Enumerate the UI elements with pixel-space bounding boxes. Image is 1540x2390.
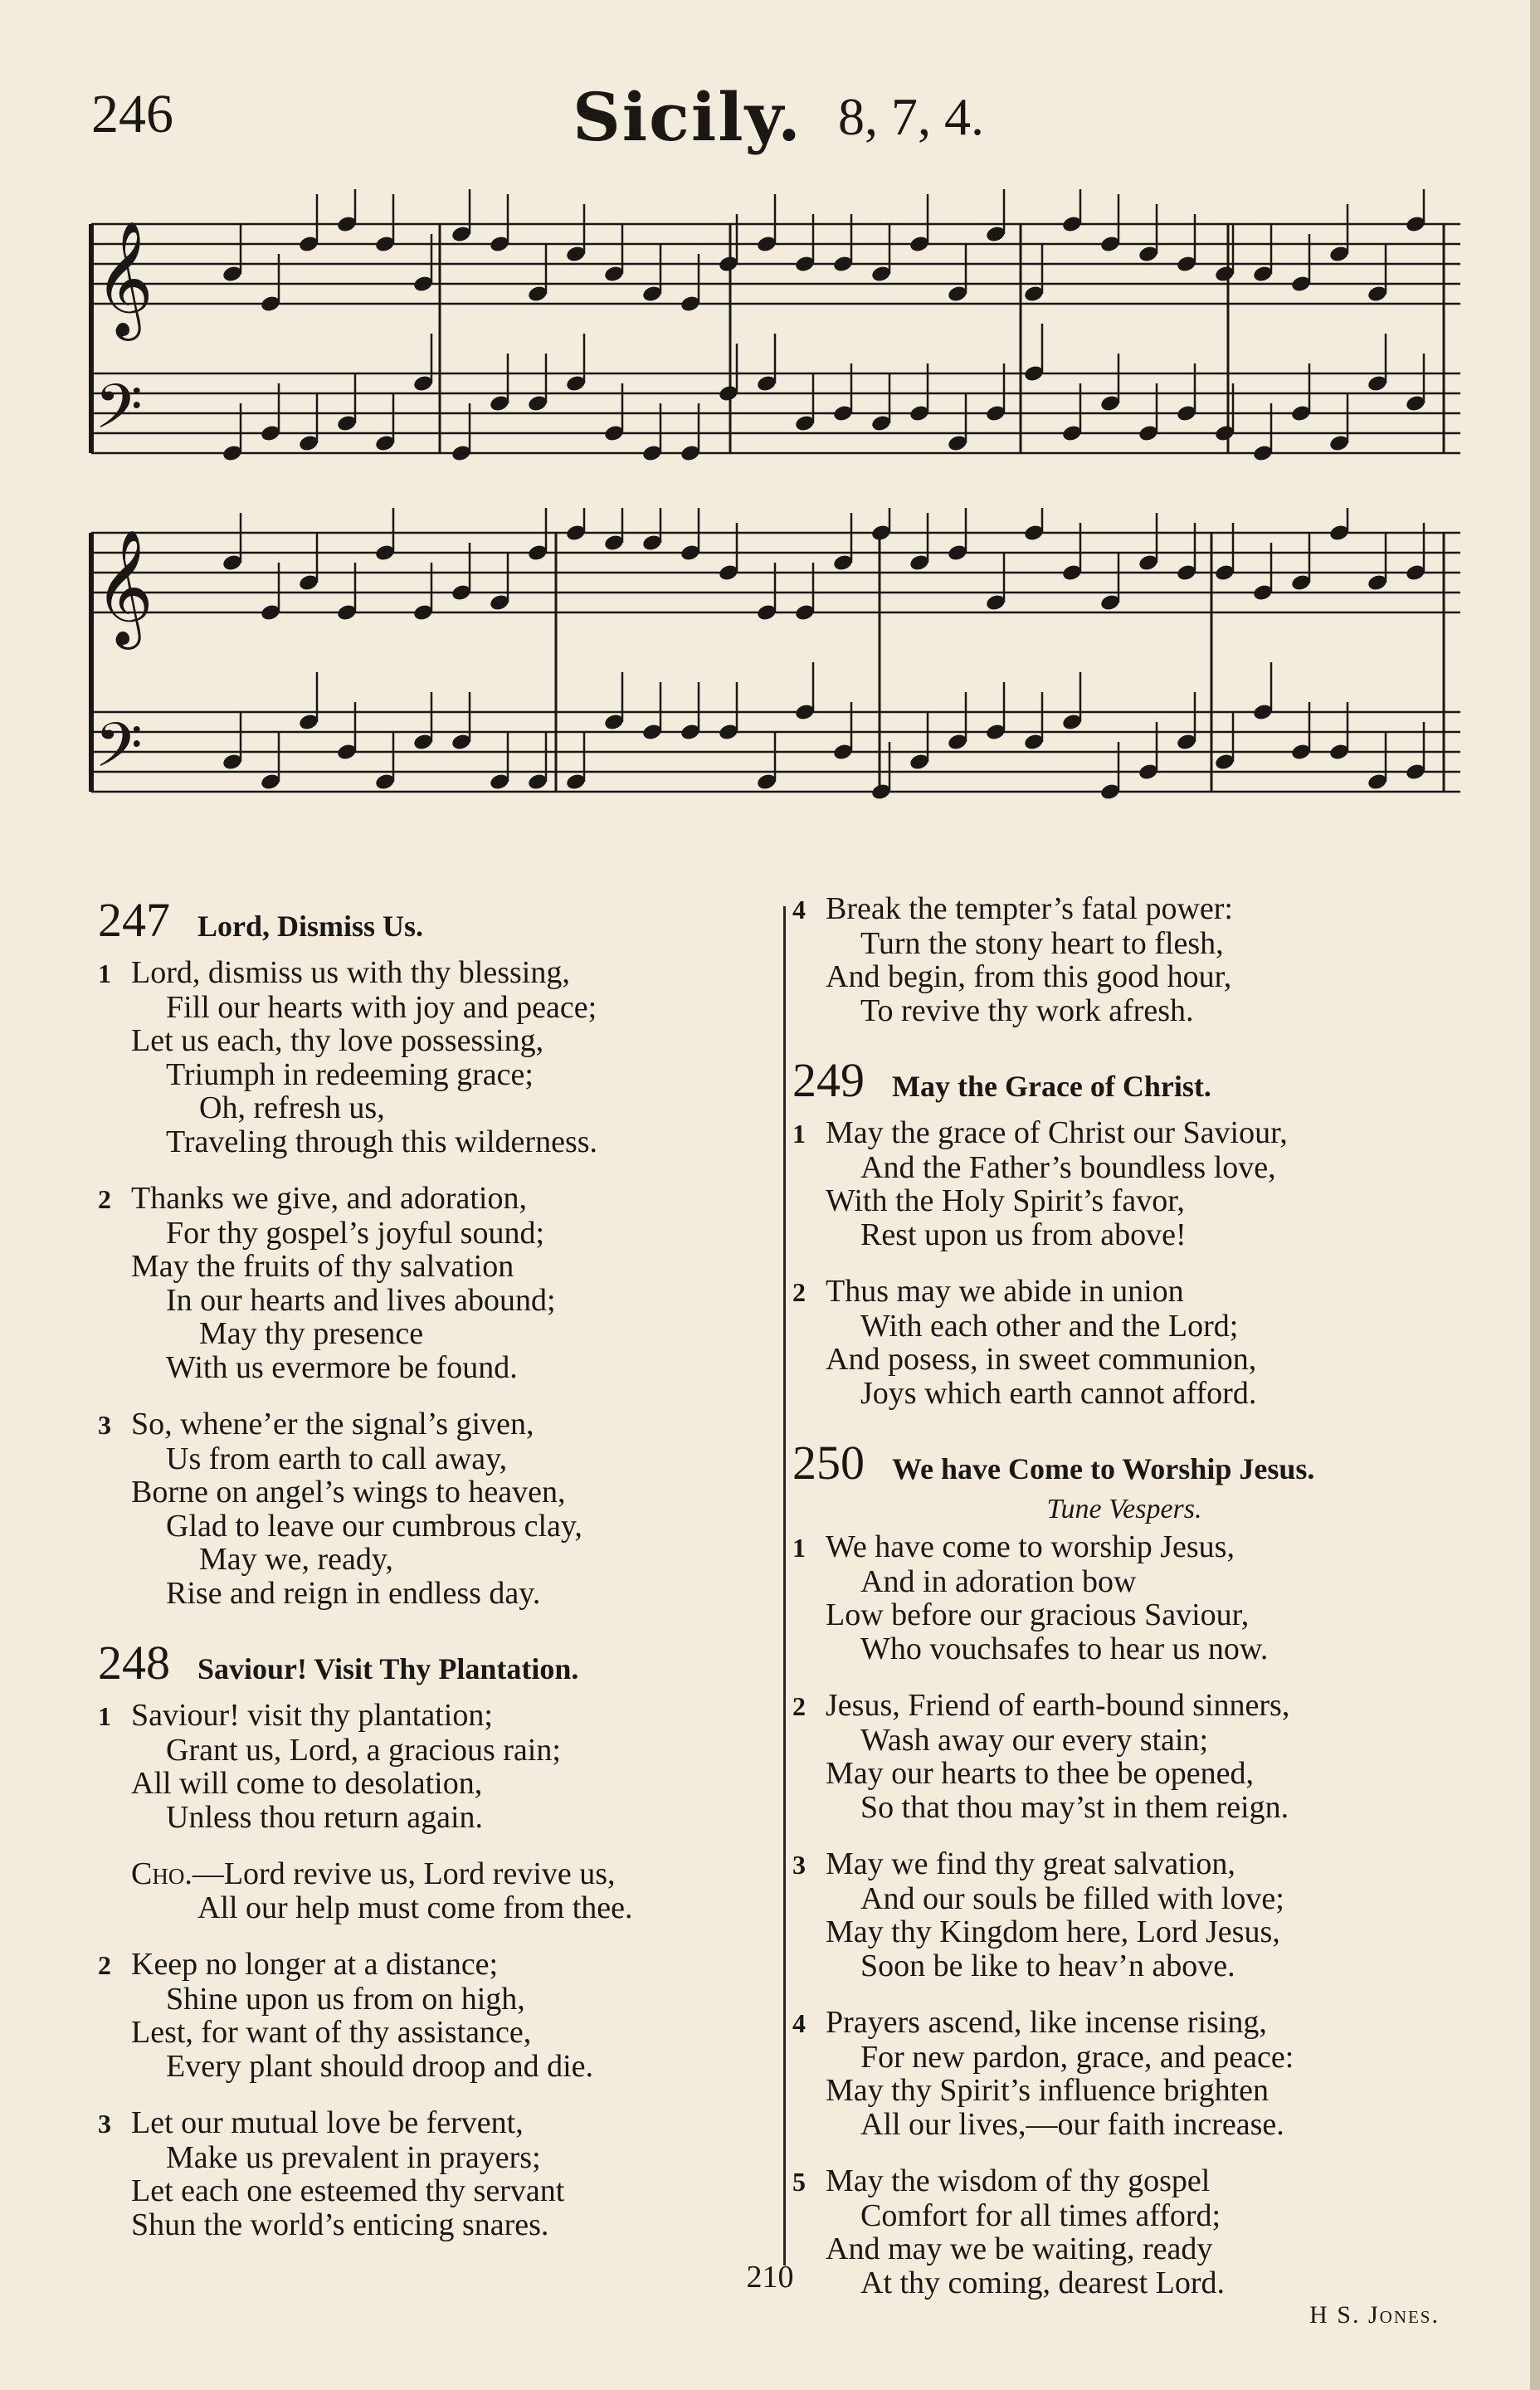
hymn-title: Lord, Dismiss Us. xyxy=(197,910,424,943)
verse-line: And the Father’s boundless love, xyxy=(860,1149,1276,1185)
verse-line: May the grace of Christ our Saviour, xyxy=(826,1115,1288,1150)
verse-number: 1 xyxy=(98,1701,111,1731)
hymn-number: 248 xyxy=(98,1636,170,1690)
verse xyxy=(792,1847,1456,1983)
verse-line: May the fruits of thy salvation xyxy=(131,1249,514,1284)
verse xyxy=(792,2006,1456,2141)
verse-line: All our lives,—our faith increase. xyxy=(860,2106,1284,2142)
verse xyxy=(98,1182,770,1384)
verse-line: All will come to desolation, xyxy=(131,1766,483,1801)
chorus-line: —Lord revive us, Lord revive us, xyxy=(192,1856,616,1891)
verse-line: So, whene’er the signal’s given, xyxy=(131,1407,534,1441)
hymn-249 xyxy=(792,1052,1456,1410)
verse-line: Shun the world’s enticing snares. xyxy=(131,2207,549,2242)
verse-line: Keep no longer at a distance; xyxy=(131,1947,499,1982)
chorus xyxy=(98,1857,770,1924)
verse-line: Unless thou return again. xyxy=(166,1799,484,1835)
verse-line: Thus may we abide in union xyxy=(826,1274,1184,1309)
left-column xyxy=(98,892,770,2266)
verse-number: 1 xyxy=(98,958,111,988)
right-column xyxy=(792,892,1456,2354)
hymn-title: May the Grace of Christ. xyxy=(892,1070,1211,1103)
verse-line: For thy gospel’s joyful sound; xyxy=(166,1215,545,1251)
verse-line: Triumph in redeeming grace; xyxy=(166,1056,534,1092)
verse-line: Let us each, thy love possessing, xyxy=(131,1023,544,1058)
hymn-number: 247 xyxy=(98,893,170,947)
verse-number: 5 xyxy=(792,2167,806,2197)
treble-clef-icon: 𝄞 xyxy=(95,221,154,336)
hymn-250 xyxy=(792,1435,1456,2329)
verse-number: 4 xyxy=(792,2008,806,2038)
verse-line: So that thou may’st in them reign. xyxy=(860,1789,1289,1825)
verse-line: Wash away our every stain; xyxy=(860,1722,1209,1758)
meter: 8, 7, 4. xyxy=(838,87,984,146)
verse-line: Rise and reign in endless day. xyxy=(166,1575,541,1611)
hymn-title: We have Come to Worship Jesus. xyxy=(892,1452,1315,1485)
verse-line: May we find thy great salvation, xyxy=(826,1846,1235,1881)
verse-line: Traveling through this wilderness. xyxy=(166,1124,598,1159)
verse-line: Us from earth to call away, xyxy=(166,1441,508,1476)
verse-line: May the wisdom of thy gospel xyxy=(826,2163,1211,2198)
verse xyxy=(792,1530,1456,1666)
verse-line: And our souls be filled with love; xyxy=(860,1880,1284,1916)
verse xyxy=(98,1948,770,2083)
verse-line: Oh, refresh us, xyxy=(199,1090,385,1125)
verse-line: And may we be waiting, ready xyxy=(826,2231,1213,2266)
author-credit: H S. Jones. xyxy=(1309,2301,1440,2329)
hymn-247 xyxy=(98,892,770,1610)
verse xyxy=(792,892,1456,1027)
verse-line: Thanks we give, and adoration, xyxy=(131,1181,527,1216)
footer-page-number: 210 xyxy=(746,2260,794,2295)
column-divider xyxy=(783,906,786,2266)
chorus-label: Cho. xyxy=(131,1856,192,1891)
page-header xyxy=(91,78,1449,158)
verse-line: Joys which earth cannot afford. xyxy=(860,1375,1257,1411)
verse-number: 3 xyxy=(98,2109,111,2139)
music-system-2 xyxy=(83,508,1469,807)
verse-line: In our hearts and lives abound; xyxy=(166,1282,556,1318)
verse-number: 3 xyxy=(792,1850,806,1880)
tune-name: Sicily. xyxy=(573,78,802,156)
verse-number: 2 xyxy=(98,1184,111,1214)
verse-line: At thy coming, dearest Lord. xyxy=(860,2265,1226,2300)
verse-line: Low before our gracious Saviour, xyxy=(826,1597,1250,1632)
verse-line: Rest upon us from above! xyxy=(860,1217,1187,1252)
verse-line: Shine upon us from on high, xyxy=(166,1981,525,2017)
verse-line: Let each one esteemed thy servant xyxy=(131,2173,565,2208)
verse-line: With us evermore be found. xyxy=(166,1349,518,1385)
verse-line: Soon be like to heav’n above. xyxy=(860,1948,1235,1983)
verse-line: Grant us, Lord, a gracious rain; xyxy=(166,1732,561,1768)
hymn-number: 250 xyxy=(792,1436,865,1490)
verse-number: 4 xyxy=(792,895,806,924)
verse-number: 1 xyxy=(792,1533,806,1563)
verse-line: To revive thy work afresh. xyxy=(860,993,1194,1028)
hymn-248-continued xyxy=(792,892,1456,1027)
bass-clef-icon: 𝄢 xyxy=(95,371,143,458)
verse-line: Break the tempter’s fatal power: xyxy=(826,891,1233,926)
verse xyxy=(98,2106,770,2241)
verse-line: Borne on angel’s wings to heaven, xyxy=(131,1475,566,1510)
verse-line: May our hearts to thee be opened, xyxy=(826,1756,1254,1791)
verse-line: Every plant should droop and die. xyxy=(166,2048,594,2084)
hymn-number: 249 xyxy=(792,1053,865,1107)
page-number: 246 xyxy=(91,84,173,144)
verse xyxy=(792,1275,1456,1410)
verse-line: Saviour! visit thy plantation; xyxy=(131,1698,493,1733)
verse-number: 2 xyxy=(792,1277,806,1307)
verse xyxy=(98,1699,770,1834)
verse xyxy=(98,1407,770,1610)
verse-line: For new pardon, grace, and peace: xyxy=(860,2039,1294,2075)
verse-number: 3 xyxy=(98,1410,111,1440)
verse-line: Let our mutual love be fervent, xyxy=(131,2105,524,2140)
verse-line: Glad to leave our cumbrous clay, xyxy=(166,1508,582,1544)
bass-clef-icon: 𝄢 xyxy=(95,710,143,797)
verse-line: May we, ready, xyxy=(199,1542,393,1577)
verse-line: And posess, in sweet communion, xyxy=(826,1342,1257,1377)
verse xyxy=(792,1689,1456,1824)
verse-line: With the Holy Spirit’s favor, xyxy=(826,1183,1185,1218)
verse-line: May thy presence xyxy=(199,1316,424,1351)
chorus-line: All our help must come from thee. xyxy=(197,1890,633,1925)
verse-line: Turn the stony heart to flesh, xyxy=(860,925,1224,961)
verse-line: And in adoration bow xyxy=(860,1563,1137,1599)
tune-reference: Tune Vespers. xyxy=(1046,1494,1202,1524)
verse-line: Lest, for want of thy assistance, xyxy=(131,2015,532,2050)
verse-line: Jesus, Friend of earth-bound sinners, xyxy=(826,1688,1290,1723)
verse-number: 2 xyxy=(792,1691,806,1721)
treble-clef-icon: 𝄞 xyxy=(95,529,154,645)
verse-number: 1 xyxy=(792,1119,806,1149)
music-system-1 xyxy=(83,189,1469,471)
verse-line: Lord, dismiss us with thy blessing, xyxy=(131,955,570,990)
verse-line: Make us prevalent in prayers; xyxy=(166,2139,541,2175)
verse-line: And begin, from this good hour, xyxy=(826,959,1232,994)
verse xyxy=(792,1116,1456,1251)
verse-number: 2 xyxy=(98,1950,111,1980)
verse-line: Prayers ascend, like incense rising, xyxy=(826,2005,1267,2040)
hymn-248 xyxy=(98,1635,770,2241)
verse-line: With each other and the Lord; xyxy=(860,1308,1239,1344)
page-edge xyxy=(1530,0,1540,2390)
hymn-title: Saviour! Visit Thy Plantation. xyxy=(197,1652,579,1685)
verse-line: May thy Kingdom here, Lord Jesus, xyxy=(826,1914,1280,1949)
verse-line: May thy Spirit’s influence brighten xyxy=(826,2073,1270,2108)
verse-line: We have come to worship Jesus, xyxy=(826,1529,1235,1564)
verse-line: Fill our hearts with joy and peace; xyxy=(166,989,597,1025)
verse-line: Who vouchsafes to hear us now. xyxy=(860,1631,1269,1666)
verse xyxy=(98,956,770,1158)
verse-line: Comfort for all times afford; xyxy=(860,2197,1221,2233)
